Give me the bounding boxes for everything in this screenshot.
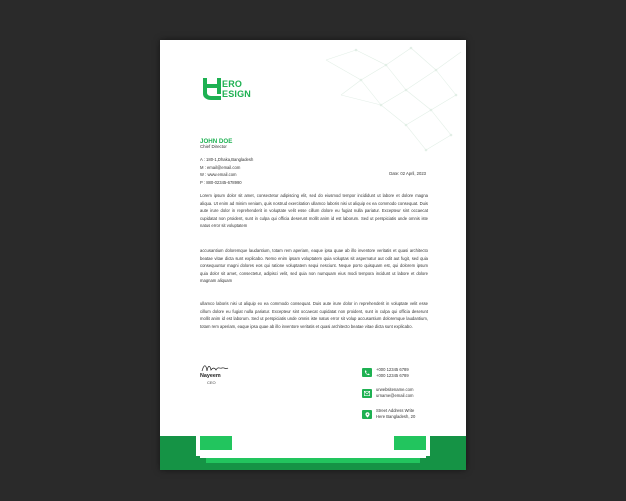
location-icon xyxy=(362,410,372,419)
sender-web: W : www.email.com xyxy=(200,172,237,177)
sender-email: M : email@email.com xyxy=(200,164,241,170)
phone-icon xyxy=(362,368,372,377)
footer-decoration xyxy=(160,436,466,470)
contact-phone-1: +000 12345 6789 xyxy=(376,367,409,372)
contact-phone-2: +000 12345 6789 xyxy=(376,373,409,378)
body-paragraph: accusantium doloremque laudantium, totam rem aperiam, eaque ipsa quae ab illo inventore veritatis et quasi architecto beatae vitae dicta sunt explicabo. Nemo enim ipsam voluptatem quia voluptas sit aspernatur aut odit aut fugit, sed quia consequuntur magni dolores eos qui ratione voluptatem sequi nesciunt. Neque porro quisquam est, qui dolorem ipsum quia dolor sit amet, consectetur, adipisci velit, sed quia non numquam eius modi tempora incidunt ut labore et dolore magnam aliquam xyxy=(200,248,428,283)
contact-email: urname@email.com xyxy=(376,393,414,398)
contact-address-1: Street Address Write xyxy=(376,408,415,413)
contact-web: urwebsitename.com xyxy=(376,387,414,392)
body-paragraph: Lorem ipsum dolor sit amet, consectetur adipiscing elit, sed do eiusmod tempor incididunt ut labore et dolore magna aliqua. Ut enim ad minim veniam, quis nostrud exercitation ullamco laboris nisi ut aliquip ex ea commodo consequat. Duis aute irure dolor in reprehenderit in voluptate velit esse cillum dolore eu fugiat nulla pariatur. Excepteur sint occaecat cupidatat non proident, sunt in culpa qui officia deserunt mollit anim id est laborum. Sed ut perspiciatis unde omnis iste natus error sit voluptatem xyxy=(200,193,428,228)
logo-text-hero: ERO xyxy=(222,79,243,89)
logo-text-design: ESIGN xyxy=(222,89,252,99)
body-paragraph: ullamco laboris nisi ut aliquip ex ea commodo consequat. Duis aute irure dolor in reprehenderit in voluptate velit esse cillum dolore eu fugiat nulla pariatur. Excepteur sint occaecat cupidatat non proident, sunt in culpa qui officia deserunt mollit anim id est laborum. Sed ut perspiciatis unde omnis iste natus error sit volup accusantium doloremque laudantium, totam rem aperiam, eaque ipsa quae ab illo inventore veritatis et quasi architecto beatae vitae dicta sunt explicabo. xyxy=(200,301,428,329)
signatory-name: Nayeem xyxy=(200,373,221,379)
sender-phone: P : 880-02345-678990 xyxy=(200,179,242,185)
email-icon xyxy=(362,389,372,398)
letterhead-page xyxy=(160,40,466,470)
letter-date: Date: 02 April, 2023 xyxy=(389,171,426,176)
signatory-title: CEO xyxy=(207,380,216,385)
contact-address-2: Here Bangladesh, 20 xyxy=(376,414,416,419)
sender-address: A : 180-1,Dhaka,Bangladesh xyxy=(200,157,254,162)
company-logo xyxy=(200,76,270,108)
sender-contact xyxy=(200,156,253,186)
sender-name: JOHN DOE xyxy=(200,138,233,145)
sender-role: Chief Director xyxy=(200,144,227,149)
network-pattern xyxy=(256,40,466,160)
